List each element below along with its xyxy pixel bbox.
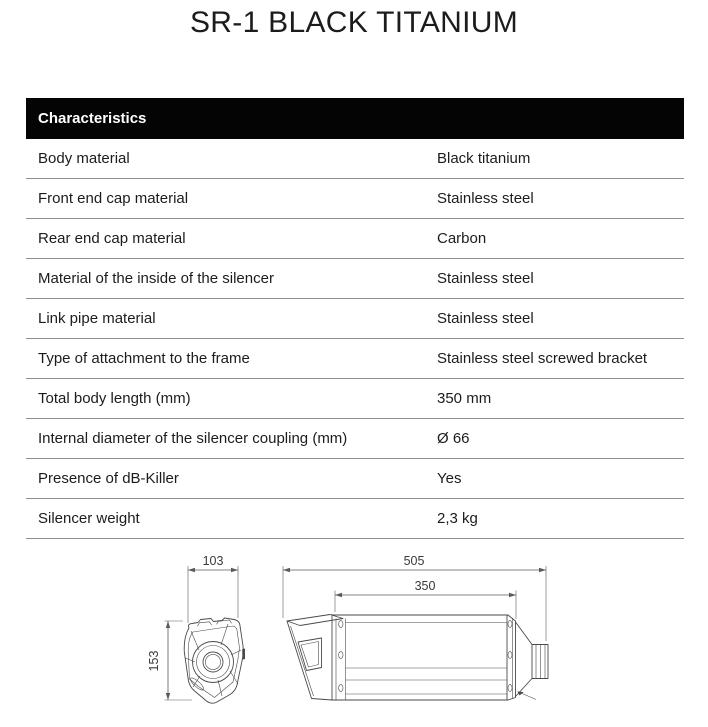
table-row	[26, 459, 684, 499]
spec-label: Rear end cap material	[38, 230, 186, 247]
spec-value: 2,3 kg	[437, 510, 478, 527]
table-row	[26, 259, 684, 299]
spec-value: Ø 66	[437, 430, 470, 447]
table-row	[26, 179, 684, 219]
spec-label: Presence of dB-Killer	[38, 470, 179, 487]
spec-value: Stainless steel screwed bracket	[437, 350, 648, 367]
table-row	[26, 299, 684, 339]
dim-label-total-length: 505	[403, 554, 425, 568]
table-row	[26, 379, 684, 419]
dim-label-body-length: 350	[414, 579, 436, 593]
spec-value: Stainless steel	[437, 270, 534, 287]
spec-label: Total body length (mm)	[38, 390, 191, 407]
front-view-drawing	[184, 618, 245, 703]
table-row	[26, 219, 684, 259]
spec-label: Type of attachment to the frame	[38, 350, 250, 367]
page-title: SR-1 BLACK TITANIUM	[190, 6, 518, 39]
table-row	[26, 419, 684, 459]
spec-value: Carbon	[437, 230, 487, 247]
table-row	[26, 139, 684, 179]
table-header: Characteristics	[26, 98, 684, 139]
spec-label: Material of the inside of the silencer	[38, 270, 274, 287]
spec-label: Body material	[38, 150, 130, 167]
spec-value: 350 mm	[437, 390, 492, 407]
side-view-drawing	[287, 615, 548, 701]
table-row	[26, 499, 684, 539]
spec-label: Link pipe material	[38, 310, 156, 327]
dim-label-front-width: 103	[202, 554, 224, 568]
spec-value: Black titanium	[437, 150, 531, 167]
spec-label: Front end cap material	[38, 190, 189, 207]
silencer-technical-drawing	[0, 548, 708, 727]
dim-label-front-height: 153	[147, 650, 161, 672]
dimension-annotations	[147, 554, 546, 700]
characteristics-table	[26, 98, 684, 539]
spec-label: Internal diameter of the silencer coupling (mm)	[38, 430, 348, 447]
spec-value: Yes	[437, 470, 462, 487]
table-row	[26, 339, 684, 379]
spec-label: Silencer weight	[38, 510, 140, 527]
spec-value: Stainless steel	[437, 310, 534, 327]
spec-value: Stainless steel	[437, 190, 534, 207]
